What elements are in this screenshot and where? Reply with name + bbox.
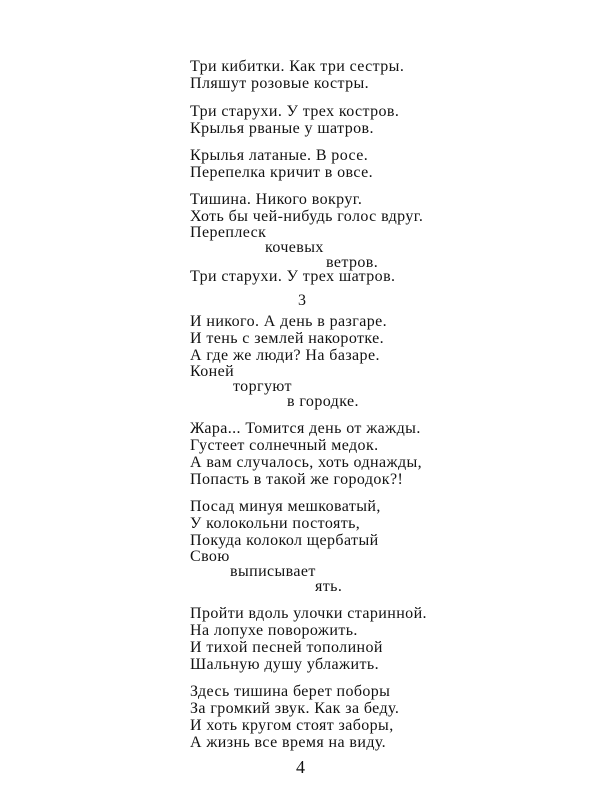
poem-line: Густеет солнечный медок. bbox=[190, 437, 379, 454]
poem-line: Попасть в такой же городок?! bbox=[190, 471, 404, 488]
poem-line: Крылья латаные. В росе. bbox=[190, 147, 369, 164]
poem-line: И тень с землей накоротке. bbox=[190, 330, 385, 347]
poem-line: Жара... Томится день от жажды. bbox=[190, 420, 421, 437]
poem-line-stepped: кочевых bbox=[265, 239, 324, 256]
poem-line: Хоть бы чей-нибудь голос вдруг. bbox=[190, 208, 424, 225]
poem-line: Переплеск bbox=[190, 224, 267, 241]
poem-line: И никого. А день в разгаре. bbox=[190, 313, 388, 330]
poem-line-stepped: ветров. bbox=[326, 254, 379, 271]
poem-line: А вам случалось, хоть однажды, bbox=[190, 454, 423, 471]
poem-line: Пляшут розовые костры. bbox=[190, 75, 370, 92]
poem-line: Тишина. Никого вокруг. bbox=[190, 191, 363, 208]
poem-line-stepped: в городке. bbox=[287, 393, 359, 410]
poem-line: И тихой песней тополиной bbox=[190, 639, 383, 656]
poem-line: Три старухи. У трех костров. bbox=[190, 103, 400, 120]
poem-line: Пройти вдоль улочки старинной. bbox=[190, 605, 427, 622]
poem-line: Крылья рваные у шатров. bbox=[190, 120, 374, 137]
poem-line: На лопухе поворожить. bbox=[190, 622, 358, 639]
poem-line-stepped: торгуют bbox=[233, 378, 292, 395]
poem-line: Посад минуя мешковатый, bbox=[190, 498, 381, 515]
poem-line: Три старухи. У трех шатров. bbox=[190, 268, 396, 285]
page-number: 4 bbox=[296, 757, 305, 777]
poem-line-stepped: ять. bbox=[315, 578, 343, 595]
poem-line: А где же люди? На базаре. bbox=[190, 347, 380, 364]
poem-line: У колокольни постоять, bbox=[190, 515, 361, 532]
poem-line: Покуда колокол щербатый bbox=[190, 532, 379, 549]
poem-line: А жизнь все время на виду. bbox=[190, 734, 387, 751]
poem-line: Три кибитки. Как три сестры. bbox=[190, 58, 405, 75]
poem-line: За громкий звук. Как за беду. bbox=[190, 700, 400, 717]
poem-line: И хоть кругом стоят заборы, bbox=[190, 717, 394, 734]
poem-line: Здесь тишина берет поборы bbox=[190, 683, 391, 700]
poem-line: Свою bbox=[190, 548, 230, 565]
poem-line: Шальную душу ублажить. bbox=[190, 656, 379, 673]
poem-line-stepped: выписывает bbox=[230, 563, 316, 580]
poem-line: Перепелка кричит в овсе. bbox=[190, 164, 373, 181]
section-number: 3 bbox=[298, 292, 306, 309]
poem-line: Коней bbox=[190, 363, 235, 380]
